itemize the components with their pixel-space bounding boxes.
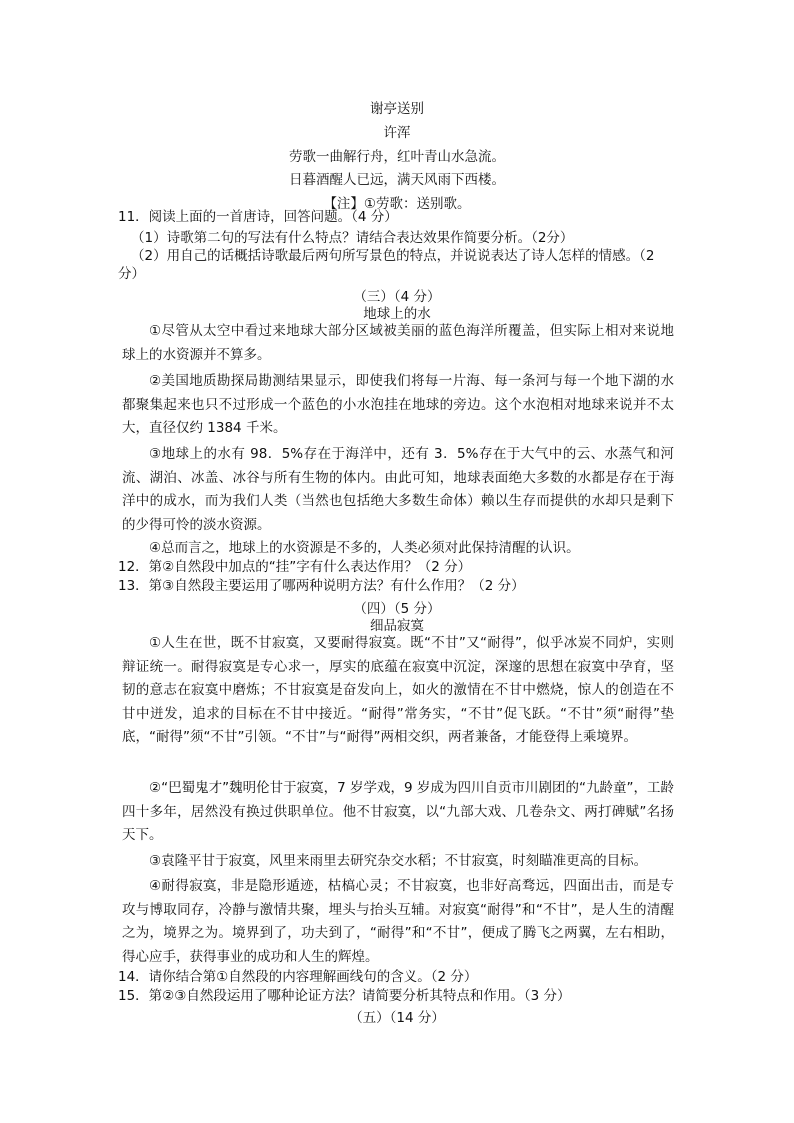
section-4-heading: （四）（5 分） — [353, 601, 441, 617]
section-3-paragraph-3: ③地球上的水有 98．5%存在于海洋中，还有 3．5%存在于大气中的云、水蒸气和河流、湖泊、冰盖、冰谷与所有生物的体内。由此可知，地球表面绝大多数的水都是存在于海洋中的成水，而为我们人类（当然也包括绝大多数生命体）赖以生存而提供的水却只是剩下的少得可怜的淡水资源。 — [122, 446, 674, 533]
question-11-sub-2: （2）用自己的话概括诗歌最后两句所写景色的特点，并说说表达了诗人怎样的情感。（2 — [131, 248, 655, 264]
poem-note: 【注】①劳歌：送别歌。 — [323, 196, 471, 212]
section-4-title: 细品寂寞 — [370, 618, 424, 634]
section-3-paragraph-1: ①尽管从太空中看过来地球大部分区域被美丽的蓝色海洋所覆盖，但实际上相对来说地球上的水资源并不算多。 — [122, 323, 674, 363]
section-4-paragraph-3: ③袁隆平甘于寂寞，风里来雨里去研究杂交水稻；不甘寂寞，时刻瞄准更高的目标。 — [149, 853, 648, 869]
question-11: 11．阅读上面的一首唐诗，回答问题。（4 分） — [118, 209, 398, 225]
section-3-title: 地球上的水 — [363, 306, 431, 322]
section-5-heading: （五）（14 分） — [349, 1010, 445, 1026]
section-3-paragraph-4: ④总而言之，地球上的水资源是不多的，人类必须对此保持清醒的认识。 — [149, 540, 580, 556]
section-4-paragraph-4: ④耐得寂寞，非是隐形遁迹，枯槁心灵；不甘寂寞，也非好高骛远，四面出击，而是专攻与博取同存，冷静与激情共聚，埋头与抬头互辅。对寂寞“耐得”和“不甘”，是人生的清醒之为，境界之为。境界到了，功夫到了，“耐得”和“不甘”，便成了腾飞之两翼，左右相助，得心应手，获得事业的成功和人生的辉煌。 — [122, 878, 674, 965]
question-15: 15．第②③自然段运用了哪种论证方法？请简要分析其特点和作用。（3 分） — [118, 988, 571, 1004]
section-3-heading: （三）（4 分） — [353, 289, 441, 305]
poem-title: 谢亭送别 — [370, 101, 424, 117]
poem-line-2: 日暮酒醒人已远，满天风雨下西楼。 — [289, 172, 505, 188]
question-12: 12．第②自然段中加点的“挂”字有什么表达作用？（2 分） — [118, 559, 472, 575]
section-4-paragraph-2: ②“巴蜀鬼才”魏明伦甘于寂寞，7 岁学戏，9 岁成为四川自贡市川剧团的“九龄童”，工龄四十多年，居然没有换过供职单位。他不甘寂寞，以“九部大戏、几卷杂文、两打碑赋”名扬天下。 — [122, 780, 674, 843]
question-13: 13．第③自然段主要运用了哪两种说明方法？有什么作用？（2 分） — [118, 578, 525, 594]
section-3-paragraph-2: ②美国地质勘探局勘测结果显示，即使我们将每一片海、每一条河与每一个地下湖的水都聚集起来也只不过形成一个蓝色的小水泡挂在地球的旁边。这个水泡相对地球来说并不太大，直径仅约 1384 千米。 — [122, 373, 674, 436]
question-14: 14．请你结合第①自然段的内容理解画线句的含义。（2 分） — [118, 969, 478, 985]
question-11-sub-2-cont: 分） — [118, 266, 145, 282]
question-11-sub-1: （1）诗歌第二句的写法有什么特点？请结合表达效果作简要分析。（2分） — [131, 230, 574, 246]
poem-line-1: 劳歌一曲解行舟，红叶青山水急流。 — [289, 149, 505, 165]
section-4-paragraph-1: ①人生在世，既不甘寂寞，又要耐得寂寞。既“不甘”又“耐得”，似乎冰炭不同炉，实则辩证统一。耐得寂寞是专心求一，厚实的底蕴在寂寞中沉淀，深邃的思想在寂寞中孕育，坚韧的意志在寂寞中磨炼；不甘寂寞是奋发向上，如火的激情在不甘中燃烧，惊人的创造在不甘中迸发，追求的目标在不甘中接近。“耐得”常务实，“不甘”促飞跃。“不甘”须“耐得”垫底，“耐得”须“不甘”引领。“不甘”与“耐得”两相交织，两者兼备，才能登得上乘境界。 — [122, 635, 674, 745]
poem-author: 许浑 — [383, 125, 411, 141]
